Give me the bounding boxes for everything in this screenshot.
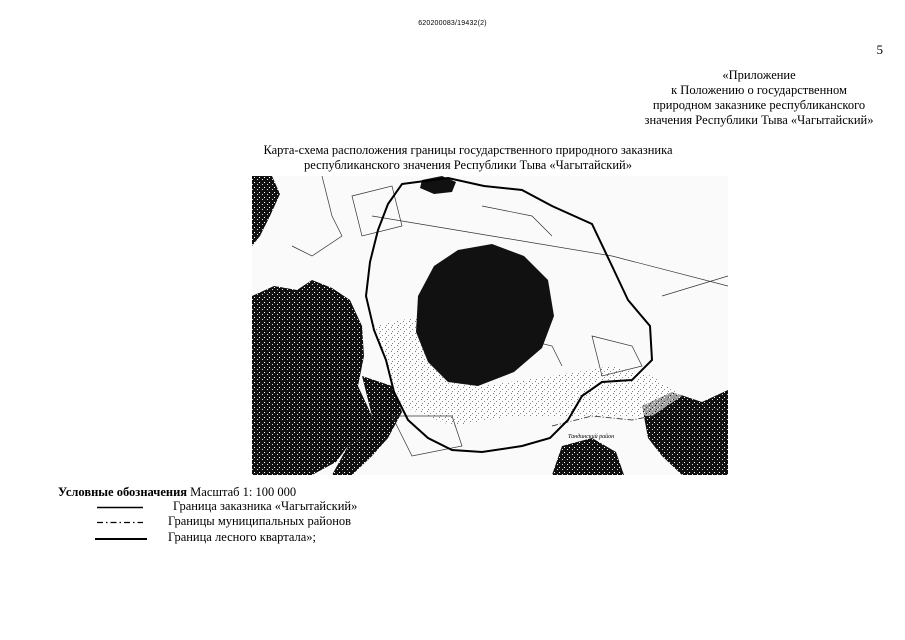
map-title-line-1: Карта-схема расположения границы государственного природного заказника bbox=[263, 143, 673, 157]
legend-title: Условные обозначения bbox=[58, 485, 188, 499]
legend-heading bbox=[58, 485, 296, 500]
legend-item-reserve-boundary bbox=[95, 499, 395, 514]
legend-line-dash-dot-icon bbox=[95, 521, 145, 524]
document-id: 620200083/19432(2) bbox=[418, 20, 487, 27]
map-scheme-image bbox=[252, 176, 728, 475]
appendix-line-4: значения Республики Тыва «Чагытайский» bbox=[644, 113, 874, 127]
legend-label-reserve: Граница заказника «Чагытайский» bbox=[173, 499, 358, 513]
district-label: Тандинский район bbox=[568, 434, 615, 440]
legend-item-municipal-boundary bbox=[95, 514, 395, 529]
legend-line-solid-thin-icon bbox=[95, 506, 145, 509]
legend-scale: Масштаб 1: 100 000 bbox=[190, 485, 297, 499]
legend-item-forest-quarter bbox=[95, 530, 395, 545]
appendix-header bbox=[639, 68, 879, 128]
legend-label-municipal: Границы муниципальных районов bbox=[168, 514, 352, 528]
legend-line-solid-thick-icon bbox=[95, 537, 147, 541]
map-title bbox=[238, 143, 698, 173]
map-title-line-2: республиканского значения Республики Тыва «Чагытайский» bbox=[304, 158, 632, 172]
legend-label-forest-quarter: Граница лесного квартала»; bbox=[168, 530, 316, 544]
page-number: 5 bbox=[876, 42, 883, 57]
appendix-line-1: «Приложение bbox=[722, 68, 796, 82]
appendix-line-2: к Положению о государственном bbox=[671, 83, 847, 97]
appendix-line-3: природном заказнике республиканского bbox=[652, 98, 866, 112]
map-svg bbox=[252, 176, 728, 475]
